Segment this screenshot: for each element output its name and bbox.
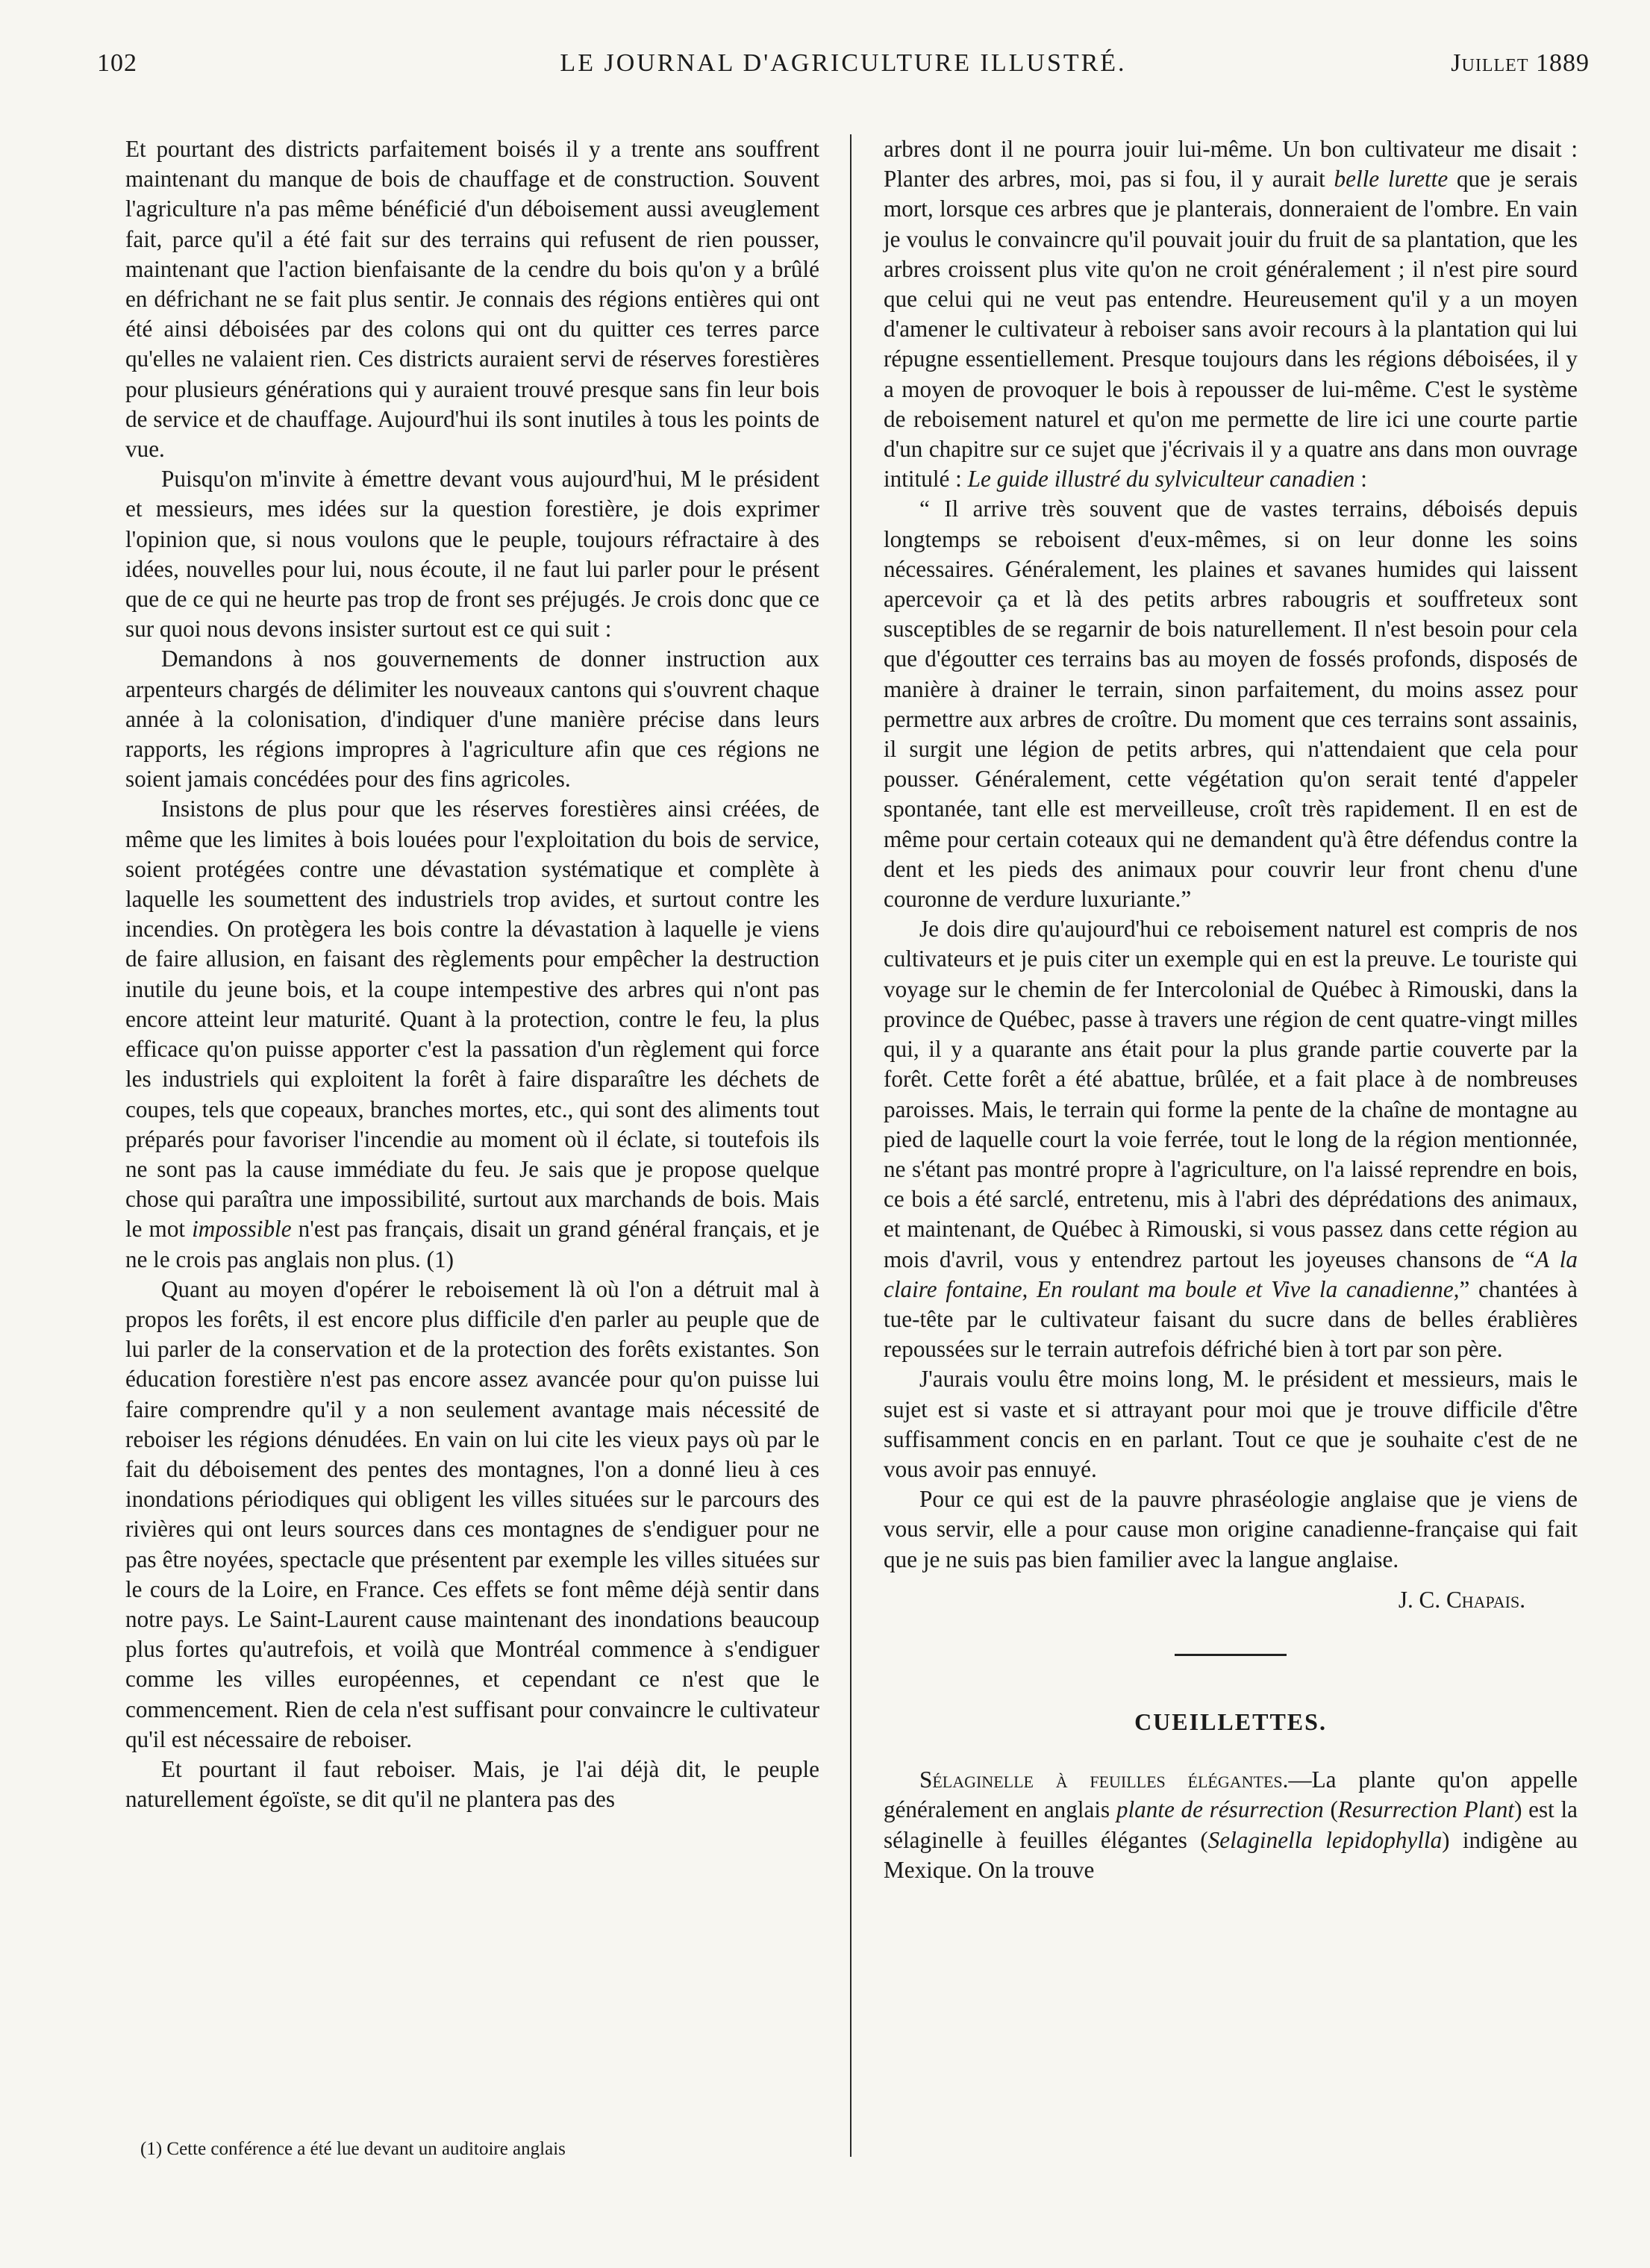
text-run: ) indigène au Mexique. On la trouve — [884, 1826, 1578, 1883]
text-run: : — [1360, 466, 1367, 493]
italic-text: plante de résurrection — [1116, 1796, 1324, 1823]
right-column — [884, 134, 1578, 1885]
text-run: Je dois dire qu'aujourd'hui ce reboisement naturel est compris de nos cultivateurs et je puis citer un exemple qui en est la preuve. Le touriste qui voyage sur le chemin de fer Intercolonial de Québec à Rimouski, dans la province de Québec, passe à travers une région de cent quatre-vingt milles qui, il y a quarante ans était pour la plus grande partie couverte par la forêt. Cette forêt a été abattue, brûlée, et a fait place à de nombreuses paroisses. Mais, le terrain qui forme la pente de la chaîne de montagne au pied de laquelle court la voie ferrée, tout le long de la région mentionnée, ne s'étant pas montré propre à l'agriculture, on l'a laissé reprendre en bois, ce bois a été sarclé, entretenu, mis à l'abri des déprédations des animaux, et maintenant, de Québec à Rimouski, si vous passez dans cette région au mois d'avril, vous y entendrez partout les joyeuses chansons de “ — [884, 916, 1578, 1272]
text-run: ( — [1330, 1796, 1338, 1823]
paragraph: Et pourtant des districts parfaitement boisés il y a trente ans souffrent maintenant du manque de bois de chauffage et de construction. Souvent l'agriculture n'a pas même bénéficié d'un déboisement aussi aveuglement fait, parce qu'il a été fait sur des terrains qui refusent de rien pousser, maintenant que l'action bienfaisante de la cendre du bois qu'on y a brûlé en défrichant ne se fait plus sentir. Je connais des régions entières qui ont été ainsi déboisées par des colons qui ont du quitter ces terres parce qu'elles ne valaient rien. Ces districts auraient servi de réserves forestières pour plusieurs générations qui y auraient trouvé presque sans fin leur bois de service et de chauffage. Aujourd'hui ils sont inutiles à tous les points de vue. — [125, 136, 819, 463]
text-run: que je serais mort, lorsque ces arbres que je planterais, donneraient de l'ombre. En vain je voulus le convaincre qu'il pouvait jouir du fruit de sa plantation, que les arbres croissent plus vite qu'on ne croit généralement ; il n'est pire sourd que celui qui ne veut pas entendre. Heureusement qu'il y a un moyen d'amener le cultivateur à reboiser sans avoir recours à la plantation qui lui répugne essentiellement. Presque toujours dans les régions déboisées, il y a moyen de provoquer le bois à repousser de lui-même. C'est le système de reboisement naturel et qu'on me permette de lire ici une courte partie d'un chapitre sur ce sujet que j'écrivais il y a quatre ans dans mon ouvrage intitulé : — [884, 166, 1578, 493]
text-run: n'est pas français, disait un grand général français, et je ne le crois pas anglais non plus. (1) — [125, 1216, 820, 1272]
paragraph: Quant au moyen d'opérer le reboisement là où l'on a détruit mal à propos les forêts, il est encore plus difficile d'en parler au peuple que de lui parler de la conservation et de la protection des forêts existantes. Son éducation forestière n'est pas encore assez avancée pour qu'on puisse lui faire comprendre qu'il y a non seulement avantage mais nécessité de reboiser les régions dénudées. En vain on lui cite les vieux pays où par le fait du déboisement des pentes des montagnes, l'on a donné lieu à ces inondations périodiques qui obligent les villes situées sur le parcours des rivières qui ont leurs sources dans ces montagnes de s'endiguer pour ne pas être noyées, spectacle que présentent par exemple les villes situées sur le cours de la Loire, en France. Ces effets se font même déjà sentir dans notre pays. Le Saint-Laurent cause maintenant des inondations beaucoup plus fortes qu'autrefois, et voilà que Montréal commence à s'endiguer comme les villes européennes, et cependant ce n'est que le commencement. Rien de cela n'est suffisant pour convaincre le cultivateur qu'il est nécessaire de reboiser. — [125, 1275, 819, 1752]
text-run: Insistons de plus pour que les réserves forestières ainsi créées, de même que les limites à bois louées pour l'exploitation du bois de service, soient protégées contre une dévastation systématique et complète à laquelle les soumettent des industriels trop avides, et surtout contre les incendies. On protègera les bois contre la dévastation à laquelle je viens de faire allusion, en faisant des règlements pour empêcher la destruction inutile du jeune bois, et la coupe intempestive des arbres qui n'ont pas encore atteint leur maturité. Quant à la protection, contre le feu, la plus efficace qu'on puisse apporter c'est la passation d'un règlement qui force les industriels qui exploitent la forêt à faire disparaître les déchets de coupes, tels que copeaux, branches mortes, etc., qui sont des aliments tout préparés pour favoriser l'incendie au moment où il éclate, si toutefois ils ne sont pas la cause immédiate du feu. Je sais que je propose quelque chose qui paraîtra une impossibilité, surtout aux marchands de bois. Mais le mot — [125, 796, 819, 1243]
text-run: —La plante qu'on appelle généralement en anglais — [884, 1766, 1578, 1823]
paragraph: Puisqu'on m'invite à émettre devant vous aujourd'hui, M le président et messieurs, mes idées sur la question forestière, je dois exprimer l'opinion que, si nous voulons que le peuple, toujours réfractaire à des idées, nouvelles pour lui, nous écoute, il ne faut lui parler pour le présent que de ce qui ne heurte pas trop de front ses préjugés. Je crois donc que ce sur quoi nous devons insister surtout est ce qui suit : — [125, 466, 819, 643]
song-titles: A la claire fontaine, En roulant ma boule et Vive la canadienne, — [884, 1246, 1578, 1302]
paragraph: Et pourtant il faut reboiser. Mais, je l'ai déjà dit, le peuple naturellement égoïste, se dit qu'il ne plantera pas des — [125, 1755, 819, 1813]
paragraph — [884, 134, 1578, 494]
issue-date: Juillet 1889 — [1451, 49, 1590, 77]
footnote: (1) Cette conférence a été lue devant un auditoire anglais — [140, 2139, 566, 2159]
section-divider — [1175, 1654, 1287, 1656]
book-title: Le guide illustré du sylviculteur canadien — [967, 466, 1355, 493]
text-run: ) est la sélaginelle à feuilles élégantes ( — [884, 1796, 1578, 1853]
italic-text: belle lurette — [1334, 166, 1449, 193]
text-run: ” chantées à tue-tête par le cultivateur faisant du sucre dans de belles érablières repoussées sur le terrain autrefois défriché bien à tort par son père. — [884, 1275, 1578, 1363]
quotation: “ Il arrive très souvent que de vastes terrains, déboisés depuis longtemps se reboisent d'eux-mêmes, si on leur donne les soins nécessaires. Généralement, les plaines et savanes humides qui laissent apercevoir ça et là des petits arbres rabougris et souffreteux sont susceptibles de se regarnir de bois naturellement. Il n'est besoin pour cela que d'égoutter ces terrains bas au moyen de fossés profonds, disposés de manière à drainer le terrain, sinon parfaitement, du moins assez pour permettre aux arbres de croître. Du moment que ces terrains sont assainis, il surgit une légion de petits arbres, qui n'attendaient que cela pour pousser. Généralement, cette végétation qu'on serait tenté d'appeler spontanée, tant elle est merveilleuse, croît très rapidement. Il en est de même pour certain coteaux qui ne demandent qu'à être défendus contre la dent et les pieds des animaux pour couvrir leur front chenu d'une couronne de verdure luxuriante.” — [884, 496, 1578, 913]
section-title: CUEILLETTES. — [1134, 1708, 1327, 1735]
italic-text: Resurrection Plant — [1337, 1796, 1515, 1823]
italic-text: impossible — [192, 1216, 292, 1243]
paragraph: Pour ce qui est de la pauvre phraséologie anglaise que je viens de vous servir, elle a pour cause mon origine canadienne-française qui fait que je ne suis pas bien familier avec la langue anglaise. — [884, 1486, 1578, 1572]
paragraph: J'aurais voulu être moins long, M. le président et messieurs, mais le sujet est si vaste et si attrayant pour moi que je trouve difficile d'être suffisamment concis en en parlant. Tout ce que je souhaite c'est de ne vous avoir pas ennuyé. — [884, 1366, 1578, 1482]
text-run: arbres dont il ne pourra jouir lui-même. Un bon cultivateur me disait : Planter des arbres, moi, pas si fou, il y aurait — [884, 136, 1578, 193]
page-number: 102 — [97, 49, 137, 77]
paragraph — [884, 914, 1578, 1364]
page-header — [97, 43, 1590, 88]
paragraph — [884, 1765, 1578, 1885]
column-divider — [850, 134, 851, 2157]
left-column — [125, 134, 819, 1814]
author-signature: J. C. Chapais. — [1398, 1586, 1525, 1613]
italic-text: Selaginella lepidophylla — [1207, 1826, 1443, 1853]
journal-title: LE JOURNAL D'AGRICULTURE ILLUSTRÉ. — [560, 49, 1127, 77]
paragraph: Demandons à nos gouvernements de donner instruction aux arpenteurs chargés de délimiter les nouveaux cantons qui s'ouvrent chaque année à la colonisation, d'indiquer d'une manière précise dans leurs rapports, les régions impropres à l'agriculture afin que ces régions ne soient jamais concédées pour des fins agricoles. — [125, 646, 819, 793]
paragraph — [125, 794, 819, 1274]
entry-heading: Sélaginelle à feuilles élégantes. — [919, 1766, 1289, 1793]
